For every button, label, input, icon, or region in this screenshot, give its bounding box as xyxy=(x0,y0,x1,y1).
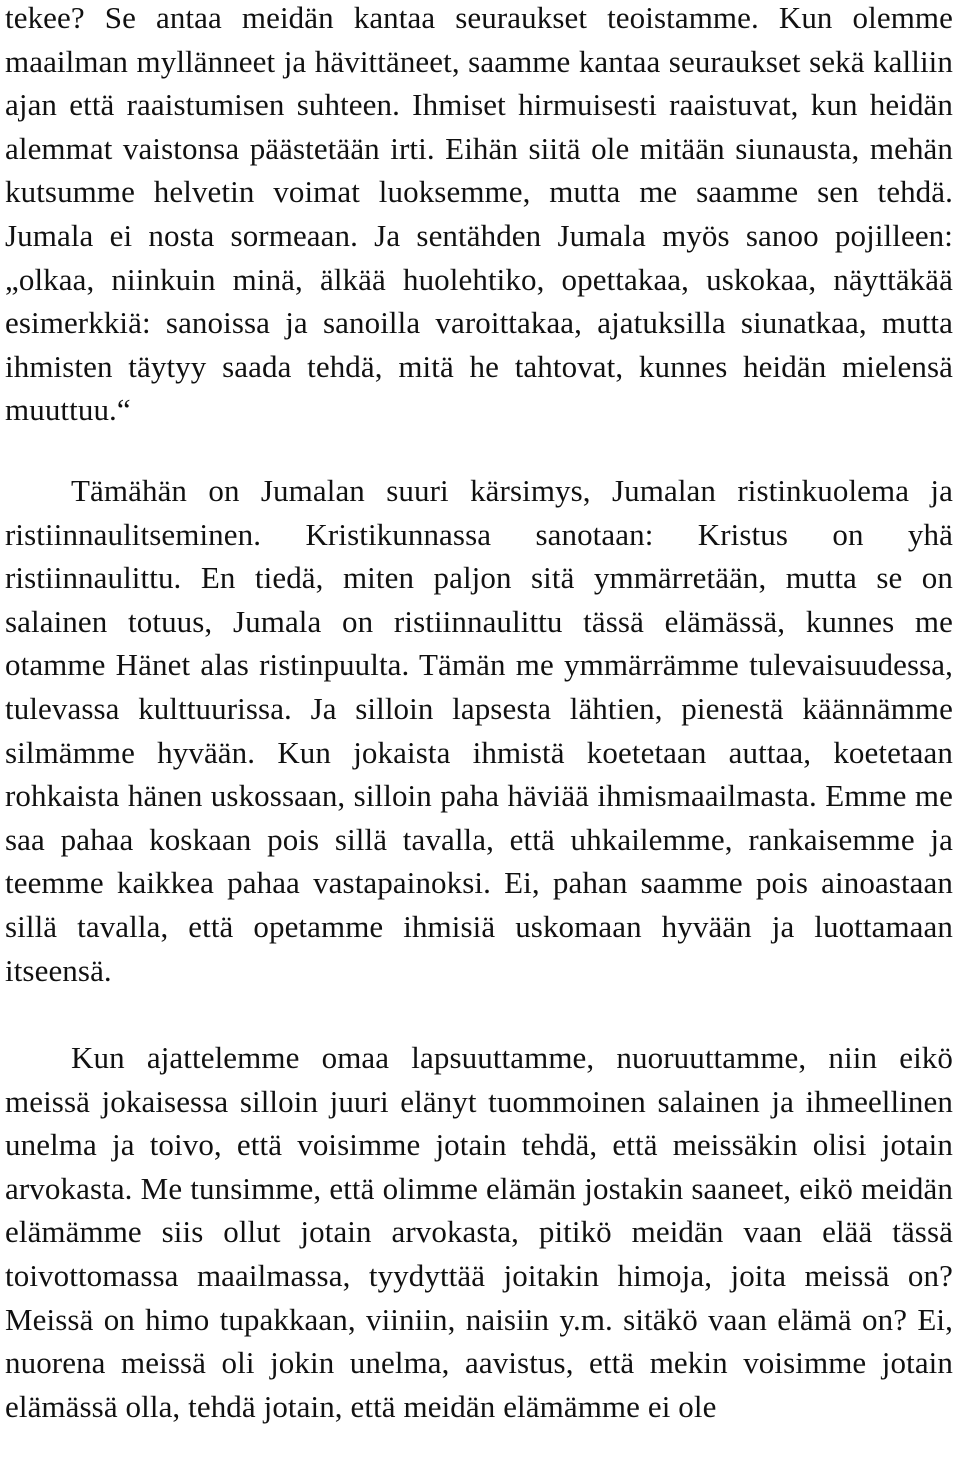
paragraph-3: Kun ajattelemme omaa lapsuuttamme, nuoruuttamme, niin eikö meissä jokaisessa silloin juuri elänyt tuommoinen salainen ja ihmeellinen unelma ja toivo, että voisimme jotain tehdä, että meissäkin olisi jotain arvokasta. Me tunsimme, että olimme elämän jostakin saaneet, eikö meidän elämämme siis ollut jotain arvokasta, pitikö meidän vaan elää tässä toivottomassa maailmassa, tyydyttää joitakin himoja, joita meissä on? Meissä on himo tupakkaan, viiniin, naisiin y.m. sitäkö vaan elämä on? Ei, nuorena meissä oli jokin unelma, aavistus, että mekin voisimme jotain elämässä olla, tehdä jotain, että meidän elämämme ei ole xyxy=(5,1040,953,1424)
paragraph-1: tekee? Se antaa meidän kantaa seuraukset teoistamme. Kun olemme maailman myllänneet ja hävittäneet, saamme kantaa seuraukset sekä kalliin ajan että raaistumisen suhteen. Ihmiset hirmuisesti raaistuvat, kun heidän alemmat vaistonsa päästetään irti. Eihän siitä ole mitään siunausta, mehän kutsumme helvetin voimat luoksemme, mutta me saamme sen tehdä. Jumala ei nosta sormeaan. Ja sentähden Jumala myös sanoo pojilleen: „olkaa, niinkuin minä, älkää huolehtiko, opettakaa, uskokaa, näyttäkää esimerkkiä: sanoissa ja sanoilla varoittakaa, ajatuksilla siunatkaa, mutta ihmisten täytyy saada tehdä, mitä he tahtovat, kunnes heidän mielensä muuttuu.“ xyxy=(5,0,953,428)
paragraph-2: Tämähän on Jumalan suuri kärsimys, Jumalan ristinkuolema ja ristiinnaulitseminen. Kristikunnassa sanotaan: Kristus on yhä ristiinnaulittu. En tiedä, miten paljon sitä ymmärretään, mutta se on salainen totuus, Jumala on ristiinnaulittu tässä elämässä, kunnes me otamme Hänet alas ristinpuulta. Tämän me ymmärrämme tulevaisuudessa, tulevassa kulttuurissa. Ja silloin lapsesta lähtien, pienestä käännämme silmämme hyvään. Kun jokaista ihmistä koetetaan auttaa, koetetaan rohkaista hänen uskossaan, silloin paha häviää ihmismaailmasta. Emme me saa pahaa koskaan pois sillä tavalla, että uhkailemme, rankaisemme ja teemme kaikkea pahaa vastapainoksi. Ei, pahan saamme pois ainoastaan sillä tavalla, että opetamme ihmisiä uskomaan hyvään ja luottamaan itseensä. xyxy=(5,473,953,988)
